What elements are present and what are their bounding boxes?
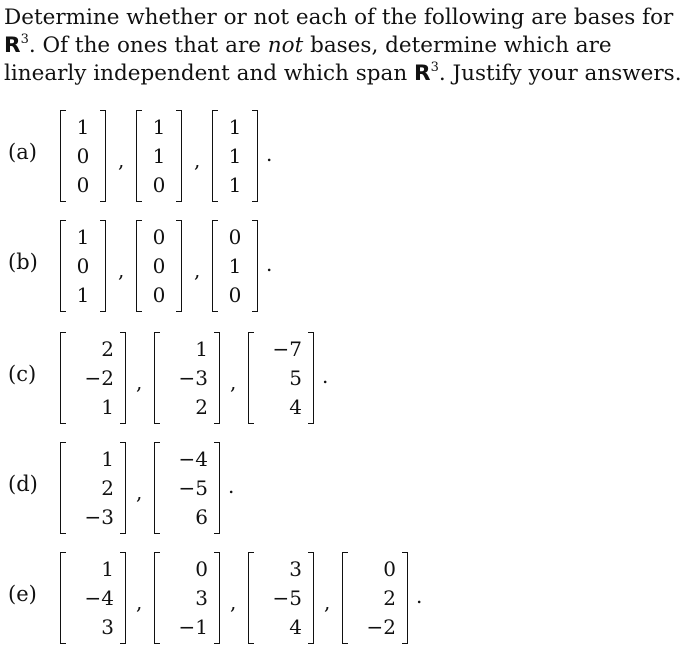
right-bracket <box>100 110 106 202</box>
vector-entry: 1 <box>195 337 208 361</box>
right-bracket <box>120 442 126 534</box>
column-vector <box>154 440 220 536</box>
vector-entry: 1 <box>228 254 242 278</box>
right-bracket <box>120 332 126 424</box>
intro-part4: . Justify your answers. <box>438 61 682 86</box>
vector-entry: 6 <box>195 505 208 529</box>
right-bracket <box>252 110 258 202</box>
right-bracket <box>214 442 220 534</box>
intro-part3: bases, determine which are linearly independent and which span <box>4 33 612 86</box>
column-vector <box>248 550 314 646</box>
vector-entry: −2 <box>366 615 396 639</box>
comma: , <box>136 590 143 614</box>
problem-label: (a) <box>8 140 37 164</box>
vector-entry: 0 <box>76 254 90 278</box>
vector-entry: 0 <box>76 144 90 168</box>
column-vector <box>60 330 126 426</box>
right-bracket <box>120 552 126 644</box>
vector-entry: 2 <box>101 337 114 361</box>
column-vector <box>60 218 106 314</box>
comma: , <box>194 148 201 172</box>
vector-entry: −3 <box>178 366 208 390</box>
emphasis-not: not <box>267 33 304 58</box>
column-vector <box>212 218 258 314</box>
vector-entry: 4 <box>289 395 302 419</box>
comma: , <box>194 258 201 282</box>
column-vector <box>154 330 220 426</box>
vector-entry: 1 <box>76 283 90 307</box>
comma: , <box>118 258 125 282</box>
vector-entry: −4 <box>178 447 208 471</box>
vector-entry: 0 <box>152 254 166 278</box>
problem-label: (c) <box>8 362 37 386</box>
column-vector <box>342 550 408 646</box>
comma: , <box>118 148 125 172</box>
comma: , <box>230 370 237 394</box>
right-bracket <box>214 552 220 644</box>
right-bracket <box>214 332 220 424</box>
vector-entry: 2 <box>195 395 208 419</box>
vector-entry: 1 <box>152 144 166 168</box>
right-bracket <box>176 110 182 202</box>
problem-statement <box>4 4 684 88</box>
comma: , <box>324 590 331 614</box>
column-vector <box>136 218 182 314</box>
comma: , <box>230 590 237 614</box>
column-vector <box>60 550 126 646</box>
column-vector <box>248 330 314 426</box>
column-vector <box>60 108 106 204</box>
vector-entry: 1 <box>228 144 242 168</box>
problem-label: (d) <box>8 472 38 496</box>
vector-entry: 1 <box>228 173 242 197</box>
vector-entry: 4 <box>289 615 302 639</box>
comma: , <box>136 480 143 504</box>
right-bracket <box>308 552 314 644</box>
problem-label: (e) <box>8 582 37 606</box>
vector-entry: −4 <box>84 586 114 610</box>
vector-entry: 1 <box>101 557 114 581</box>
vector-entry: 2 <box>101 476 114 500</box>
vector-entry: −2 <box>84 366 114 390</box>
exponent: 3 <box>20 32 29 47</box>
vector-entry: 0 <box>228 225 242 249</box>
vector-entry: 0 <box>152 173 166 197</box>
reals-symbol: R <box>4 33 21 58</box>
right-bracket <box>402 552 408 644</box>
vector-entry: 1 <box>101 447 114 471</box>
vector-entry: −5 <box>272 586 302 610</box>
vector-entry: 3 <box>289 557 302 581</box>
vector-entry: 3 <box>195 586 208 610</box>
period: . <box>266 142 273 166</box>
period: . <box>228 474 235 498</box>
right-bracket <box>252 220 258 312</box>
problem-label: (b) <box>8 250 38 274</box>
vector-entry: 2 <box>383 586 396 610</box>
right-bracket <box>308 332 314 424</box>
vector-entry: −1 <box>178 615 208 639</box>
vector-entry: 5 <box>289 366 302 390</box>
column-vector <box>212 108 258 204</box>
vector-entry: 1 <box>152 115 166 139</box>
comma: , <box>136 370 143 394</box>
vector-entry: 0 <box>76 173 90 197</box>
vector-entry: −5 <box>178 476 208 500</box>
vector-entry: 1 <box>101 395 114 419</box>
vector-entry: 0 <box>152 283 166 307</box>
column-vector <box>60 440 126 536</box>
vector-entry: 0 <box>383 557 396 581</box>
exponent: 3 <box>430 60 439 75</box>
vector-entry: −3 <box>84 505 114 529</box>
column-vector <box>154 550 220 646</box>
right-bracket <box>100 220 106 312</box>
intro-part2: . Of the ones that are <box>28 33 268 58</box>
intro-part1: Determine whether or not each of the following are bases for <box>4 5 674 30</box>
period: . <box>416 584 423 608</box>
vector-entry: 0 <box>152 225 166 249</box>
vector-entry: 1 <box>228 115 242 139</box>
column-vector <box>136 108 182 204</box>
vector-entry: −7 <box>272 337 302 361</box>
vector-entry: 0 <box>195 557 208 581</box>
period: . <box>322 364 329 388</box>
period: . <box>266 252 273 276</box>
right-bracket <box>176 220 182 312</box>
vector-entry: 3 <box>101 615 114 639</box>
vector-entry: 1 <box>76 225 90 249</box>
vector-entry: 1 <box>76 115 90 139</box>
vector-entry: 0 <box>228 283 242 307</box>
reals-symbol: R <box>414 61 431 86</box>
